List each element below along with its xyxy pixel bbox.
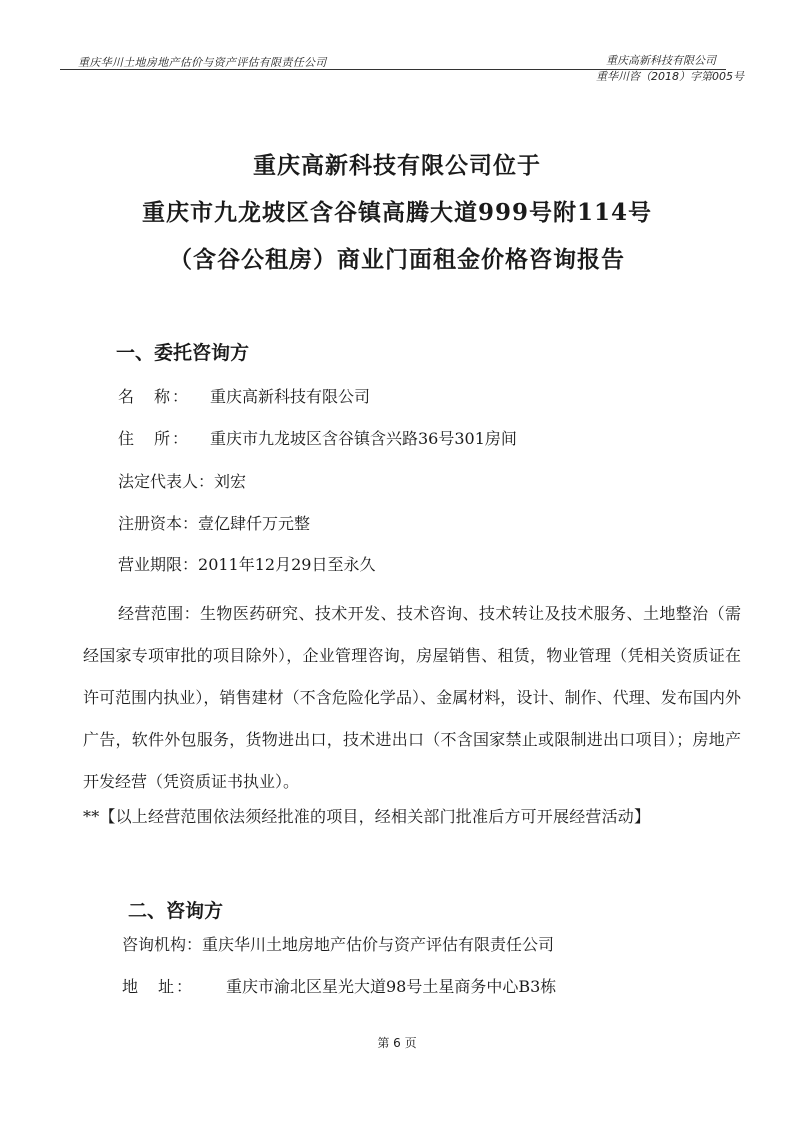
consultant-org-row	[122, 932, 554, 955]
legal-rep-label: 法定代表人：	[118, 472, 215, 491]
header-left-company: 重庆华川土地房地产估价与资产评估有限责任公司	[78, 56, 327, 69]
client-name-row	[118, 384, 370, 407]
consultant-address-value: 重庆市渝北区星光大道98号土星商务中心B3栋	[226, 977, 557, 996]
section-heading-client: 一、委托咨询方	[116, 342, 250, 364]
client-address-value: 重庆市九龙坡区含谷镇含兴路36号301房间	[210, 429, 517, 448]
legal-rep-value: 刘宏	[214, 472, 247, 491]
report-title-line-3: （含谷公租房）商业门面租金价格咨询报告	[169, 246, 625, 273]
registered-capital-value: 壹亿肆仟万元整	[198, 514, 311, 533]
registered-capital-row	[118, 511, 310, 534]
business-scope-note: **【以上经营范围依法须经批准的项目，经相关部门批准后方可开展经营活动】	[83, 807, 651, 826]
business-scope-paragraph	[83, 593, 741, 803]
client-address-row	[118, 426, 517, 449]
report-title-line-2: 重庆市九龙坡区含谷镇高腾大道999号附114号	[141, 199, 653, 226]
business-scope-label: 经营范围：	[118, 604, 201, 623]
client-name-label: 名 称：	[118, 387, 191, 406]
consultant-address-row	[122, 974, 556, 997]
header-right-company: 重庆高新科技有限公司	[606, 54, 716, 67]
document-code: 重华川咨（2018）字第005号	[596, 70, 744, 83]
page-number: 第 6 页	[377, 1036, 417, 1050]
legal-rep-row	[118, 469, 246, 492]
business-term-value: 2011年12月29日至永久	[198, 555, 376, 574]
client-name-value: 重庆高新科技有限公司	[210, 387, 371, 406]
business-scope-value: 生物医药研究、技术开发、技术咨询、技术转让及技术服务、土地整治（需经国家专项审批的项目除外），企业管理咨询，房屋销售、租赁，物业管理（凭相关资质证在许可范围内执业），销售建材（不含危险化学品）、金属材料，设计、制作、代理、发布国内外广告，软件外包服务，货物进出口，技术进出口（不含国家禁止或限制进出口项目）；房地产开发经营（凭资质证书执业）。	[83, 604, 741, 791]
report-title-line-1: 重庆高新科技有限公司位于	[253, 152, 541, 179]
consultant-address-label: 地 址：	[122, 977, 195, 996]
registered-capital-label: 注册资本：	[118, 514, 199, 533]
business-term-label: 营业期限：	[118, 555, 199, 574]
business-term-row	[118, 552, 375, 575]
section-heading-consultant: 二、咨询方	[128, 900, 224, 922]
client-address-label: 住 所：	[118, 429, 191, 448]
consultant-org-value: 重庆华川土地房地产估价与资产评估有限责任公司	[202, 935, 555, 954]
consultant-org-label: 咨询机构：	[122, 935, 203, 954]
